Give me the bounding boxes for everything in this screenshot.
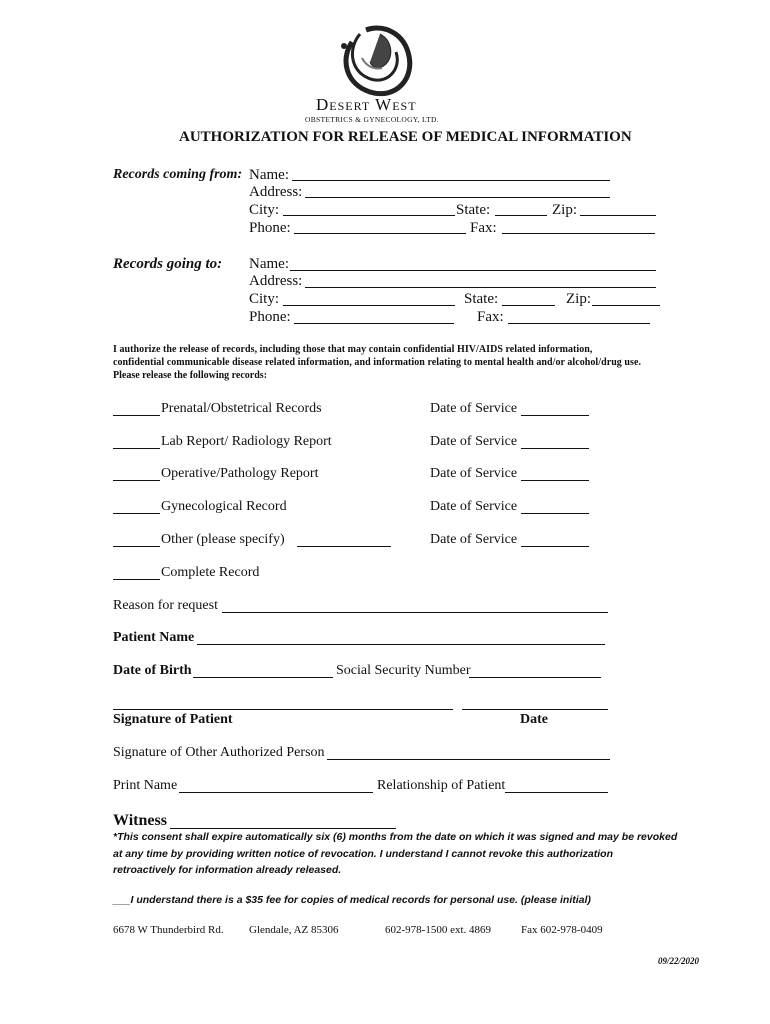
consent-line-2: at any time by providing written notice of revocation. I understand I cannot revoke this authorization [113, 848, 613, 860]
records-from-address-label: Address: [249, 184, 303, 200]
records-to-city-field[interactable] [283, 305, 455, 306]
patient-signature-field[interactable] [113, 709, 453, 710]
records-from-name-label: Name: [249, 167, 289, 183]
relationship-field[interactable] [505, 792, 608, 793]
witness-label: Witness [113, 812, 167, 829]
records-to-state-label: State: [464, 291, 499, 307]
records-to-fax-field[interactable] [508, 323, 650, 324]
record-initial-field[interactable] [113, 579, 160, 580]
date-of-service-field[interactable] [521, 448, 589, 449]
records-from-state-field[interactable] [495, 215, 547, 216]
date-of-service-label: Date of Service [430, 466, 518, 481]
record-label: Prenatal/Obstetrical Records [161, 401, 322, 416]
patient-name-label: Patient Name [113, 630, 195, 645]
footer-fax: Fax 602-978-0409 [521, 924, 603, 936]
records-from-zip-field[interactable] [580, 215, 656, 216]
record-initial-field[interactable] [113, 480, 160, 481]
records-from-address-field[interactable] [305, 197, 610, 198]
record-label: Gynecological Record [161, 499, 287, 514]
date-of-service-field[interactable] [521, 480, 589, 481]
print-name-label: Print Name [113, 778, 178, 793]
records-from-state-label: State: [456, 202, 491, 218]
records-from-city-field[interactable] [283, 215, 455, 216]
print-name-field[interactable] [179, 792, 373, 793]
signature-of-patient-label: Signature of Patient [113, 712, 233, 727]
date-label: Date [520, 712, 548, 727]
records-to-zip-field[interactable] [592, 305, 660, 306]
authorize-line-1: I authorize the release of records, including those that may contain confidential HIV/AIDS related information, [113, 344, 593, 355]
relationship-label: Relationship of Patient [377, 778, 506, 793]
records-from-zip-label: Zip: [552, 202, 577, 218]
records-to-name-field[interactable] [290, 270, 656, 271]
footer-city: Glendale, AZ 85306 [249, 924, 339, 936]
records-to-phone-field[interactable] [294, 323, 454, 324]
fee-initial-text: ___I understand there is a $35 fee for copies of medical records for personal use. (please initial) [113, 894, 591, 906]
records-to-fax-label: Fax: [477, 309, 504, 325]
record-initial-field[interactable] [113, 415, 160, 416]
footer-phone: 602-978-1500 ext. 4869 [385, 924, 492, 936]
logo-name: Desert West [316, 95, 417, 114]
records-to-state-field[interactable] [502, 305, 555, 306]
date-of-service-field[interactable] [521, 546, 589, 547]
records-to-address-field[interactable] [305, 287, 656, 288]
ssn-field[interactable] [469, 677, 601, 678]
authorize-line-3: Please release the following records: [113, 370, 268, 381]
records-from-fax-label: Fax: [470, 220, 497, 236]
page-title: AUTHORIZATION FOR RELEASE OF MEDICAL INFORMATION [179, 129, 632, 145]
records-to-heading: Records going to: [113, 256, 223, 272]
date-of-service-label: Date of Service [430, 532, 518, 547]
consent-line-1: *This consent shall expire automatically six (6) months from the date on which it was signed and may be revoked [113, 831, 678, 843]
records-from-fax-field[interactable] [502, 233, 655, 234]
ssn-label: Social Security Number [336, 663, 471, 678]
record-label: Other (please specify) [161, 532, 285, 547]
reason-field[interactable] [222, 612, 608, 613]
record-initial-field[interactable] [113, 546, 160, 547]
records-from-heading: Records coming from: [113, 167, 243, 182]
records-from-name-field[interactable] [292, 180, 610, 181]
date-of-service-field[interactable] [521, 513, 589, 514]
date-of-service-label: Date of Service [430, 401, 518, 416]
record-initial-field[interactable] [113, 513, 160, 514]
records-to-phone-label: Phone: [249, 309, 291, 325]
logo-swirl-icon [300, 12, 450, 102]
records-from-phone-label: Phone: [249, 220, 291, 236]
signature-date-field[interactable] [462, 709, 608, 710]
record-label: Operative/Pathology Report [161, 466, 319, 481]
other-signature-field[interactable] [327, 759, 610, 760]
witness-field[interactable] [170, 828, 396, 829]
records-to-city-label: City: [249, 291, 280, 307]
record-label: Complete Record [161, 565, 260, 580]
date-of-service-field[interactable] [521, 415, 589, 416]
logo-subtitle: OBSTETRICS & GYNECOLOGY, LTD. [305, 115, 439, 124]
authorize-line-2: confidential communicable disease related information, and information relating to mental health and/or alcohol/drug use. [113, 357, 641, 368]
reason-label: Reason for request [113, 598, 218, 613]
other-signature-label: Signature of Other Authorized Person [113, 745, 325, 760]
records-to-name-label: Name: [249, 256, 289, 272]
records-from-phone-field[interactable] [294, 233, 466, 234]
dob-field[interactable] [193, 677, 333, 678]
revision-date: 09/22/2020 [658, 956, 700, 966]
dob-label: Date of Birth [113, 663, 192, 678]
record-initial-field[interactable] [113, 448, 160, 449]
records-from-city-label: City: [249, 202, 280, 218]
other-specify-field[interactable] [297, 546, 391, 547]
patient-name-field[interactable] [197, 644, 605, 645]
footer-address: 6678 W Thunderbird Rd. [113, 924, 224, 936]
records-to-zip-label: Zip: [566, 291, 591, 307]
date-of-service-label: Date of Service [430, 434, 518, 449]
date-of-service-label: Date of Service [430, 499, 518, 514]
records-to-address-label: Address: [249, 273, 303, 289]
practice-logo [300, 12, 450, 124]
record-label: Lab Report/ Radiology Report [161, 434, 332, 449]
consent-line-3: retroactively for information already released. [113, 864, 342, 876]
